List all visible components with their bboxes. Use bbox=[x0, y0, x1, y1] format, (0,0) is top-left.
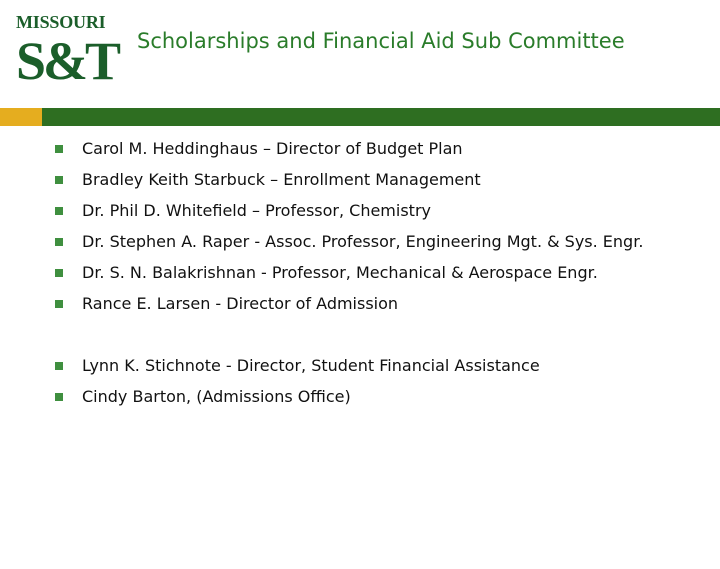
list-item bbox=[55, 257, 643, 288]
member-text: Bradley Keith Starbuck – Enrollment Management bbox=[82, 170, 481, 189]
member-text: Carol M. Heddinghaus – Director of Budget Plan bbox=[82, 139, 463, 158]
square-bullet-icon bbox=[55, 300, 63, 308]
member-list bbox=[55, 133, 643, 319]
header-accent-green bbox=[42, 108, 720, 126]
list-item bbox=[55, 164, 643, 195]
square-bullet-icon bbox=[55, 269, 63, 277]
slide-title: Scholarships and Financial Aid Sub Committee bbox=[137, 29, 625, 53]
square-bullet-icon bbox=[55, 145, 63, 153]
member-text: Lynn K. Stichnote - Director, Student Financial Assistance bbox=[82, 356, 540, 375]
member-text: Cindy Barton, (Admissions Office) bbox=[82, 387, 351, 406]
member-text: Dr. Stephen A. Raper - Assoc. Professor, Engineering Mgt. & Sys. Engr. bbox=[82, 232, 644, 251]
list-item bbox=[55, 288, 643, 319]
list-item bbox=[55, 350, 540, 381]
square-bullet-icon bbox=[55, 176, 63, 184]
list-item bbox=[55, 226, 643, 257]
member-text: Dr. S. N. Balakrishnan - Professor, Mechanical & Aerospace Engr. bbox=[82, 263, 598, 282]
member-text: Rance E. Larsen - Director of Admission bbox=[82, 294, 399, 313]
square-bullet-icon bbox=[55, 362, 63, 370]
square-bullet-icon bbox=[55, 238, 63, 246]
list-item bbox=[55, 381, 540, 412]
header-accent-gold bbox=[0, 108, 42, 126]
additional-member-list bbox=[55, 350, 540, 412]
list-item bbox=[55, 133, 643, 164]
logo-wordmark: MISSOURI bbox=[16, 12, 106, 32]
member-text: Dr. Phil D. Whitefield – Professor, Chemistry bbox=[82, 201, 431, 220]
missouri-st-logo bbox=[14, 10, 119, 91]
square-bullet-icon bbox=[55, 393, 63, 401]
square-bullet-icon bbox=[55, 207, 63, 215]
logo-monogram: S&T bbox=[16, 31, 119, 91]
list-item bbox=[55, 195, 643, 226]
